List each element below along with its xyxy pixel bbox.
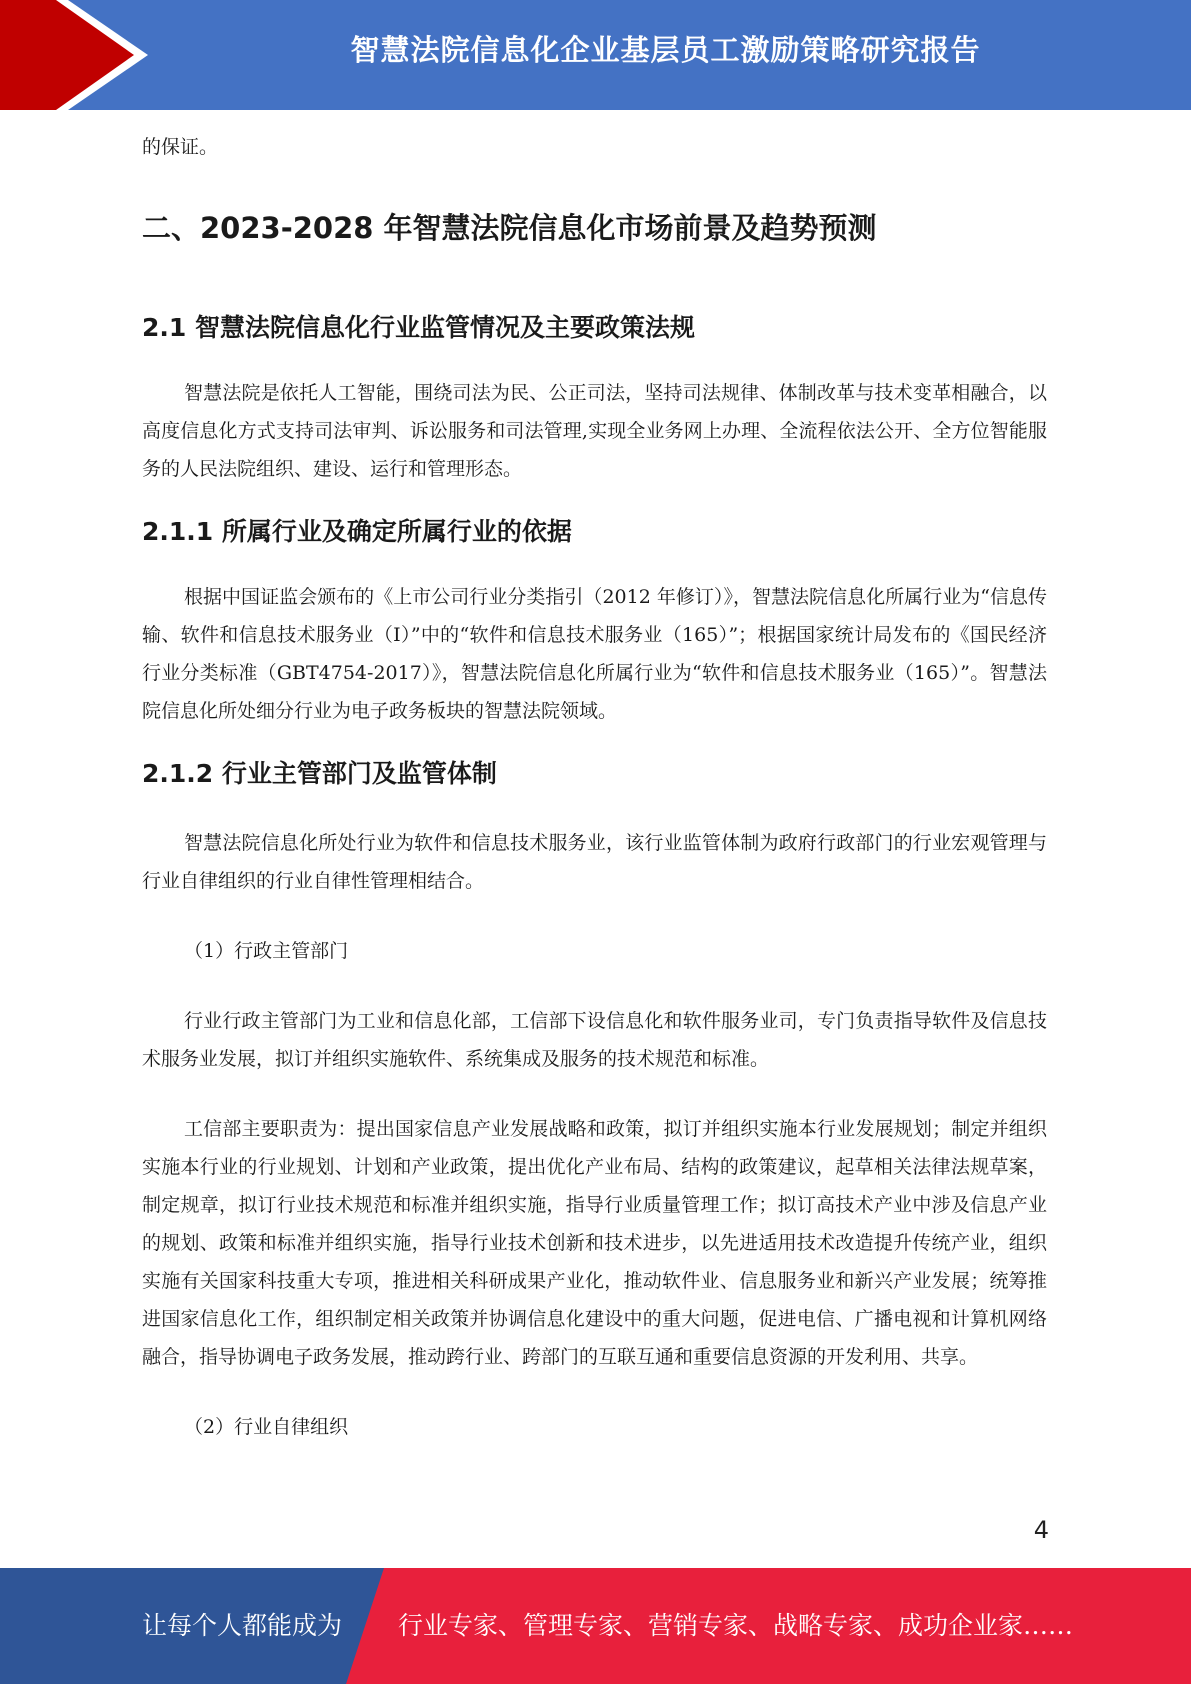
list-item-self-regulatory-organization: （2）行业自律组织 bbox=[184, 1416, 349, 1438]
subsection-heading-2-1-1: 2.1.1 所属行业及确定所属行业的依据 bbox=[142, 517, 572, 546]
paragraph-miit-duties: 工信部主要职责为：提出国家信息产业发展战略和政策，拟订并组织实施本行业发展规划；制定并组织实施本行业的行业规划、计划和产业政策，提出优化产业布局、结构的政策建议，起草相关法律法规草案，制定规章，拟订行业技术规范和标准并组织实施，指导行业质量管理工作；拟订高技术产业中涉及信息产业的规划、政策和标准并组织实施，指导行业技术创新和技术进步，以先进适用技术改造提升传统产业，组织实施有关国家科技重大专项，推进相关科研成果产业化，推动软件业、信息服务业和新兴产业发展；统筹推进国家信息化工作，组织制定相关政策并协调信息化建设中的重大问题，促进电信、广播电视和计算机网络融合，指导协调电子政务发展，推动跨行业、跨部门的互联互通和重要信息资源的开发利用、共享。 bbox=[142, 1118, 1047, 1368]
page-number: 4 bbox=[1033, 1516, 1049, 1544]
footer-slogan-left: 让每个人都能成为 bbox=[142, 1611, 343, 1640]
page-footer bbox=[0, 1568, 1191, 1684]
footer-slogan-right: 行业专家、管理专家、营销专家、战略专家、成功企业家…… bbox=[398, 1611, 1074, 1640]
section-heading: 二、2023-2028 年智慧法院信息化市场前景及趋势预测 bbox=[142, 211, 877, 245]
subsection-heading-2-1-2: 2.1.2 行业主管部门及监管体制 bbox=[142, 759, 497, 788]
list-item-administrative-authority: （1）行政主管部门 bbox=[184, 940, 349, 962]
report-title: 智慧法院信息化企业基层员工激励策略研究报告 bbox=[350, 33, 981, 67]
paragraph-regulatory-system: 智慧法院信息化所处行业为软件和信息技术服务业，该行业监管体制为政府行政部门的行业宏观管理与行业自律组织的行业自律性管理相结合。 bbox=[142, 832, 1047, 892]
paragraph-smart-court-definition: 智慧法院是依托人工智能，围绕司法为民、公正司法，坚持司法规律、体制改革与技术变革相融合，以高度信息化方式支持司法审判、诉讼服务和司法管理,实现全业务网上办理、全流程依法公开、全方位智能服务的人民法院组织、建设、运行和管理形态。 bbox=[142, 382, 1047, 480]
document-body bbox=[142, 128, 1047, 1446]
paragraph-industry-classification: 根据中国证监会颁布的《上市公司行业分类指引（2012 年修订）》，智慧法院信息化所属行业为“信息传输、软件和信息技术服务业（I）”中的“软件和信息技术服务业（165）”；根据国家统计局发布的《国民经济行业分类标准（GBT4754-2017）》，智慧法院信息化所属行业为“软件和信息技术服务业（165）”。智慧法院信息化所处细分行业为电子政务板块的智慧法院领域。 bbox=[142, 586, 1047, 722]
paragraph-continuation: 的保证。 bbox=[142, 136, 219, 158]
subsection-heading-2-1: 2.1 智慧法院信息化行业监管情况及主要政策法规 bbox=[142, 313, 695, 342]
page-header bbox=[0, 0, 1191, 110]
paragraph-miit-overview: 行业行政主管部门为工业和信息化部，工信部下设信息化和软件服务业司，专门负责指导软件及信息技术服务业发展，拟订并组织实施软件、系统集成及服务的技术规范和标准。 bbox=[142, 1010, 1047, 1070]
